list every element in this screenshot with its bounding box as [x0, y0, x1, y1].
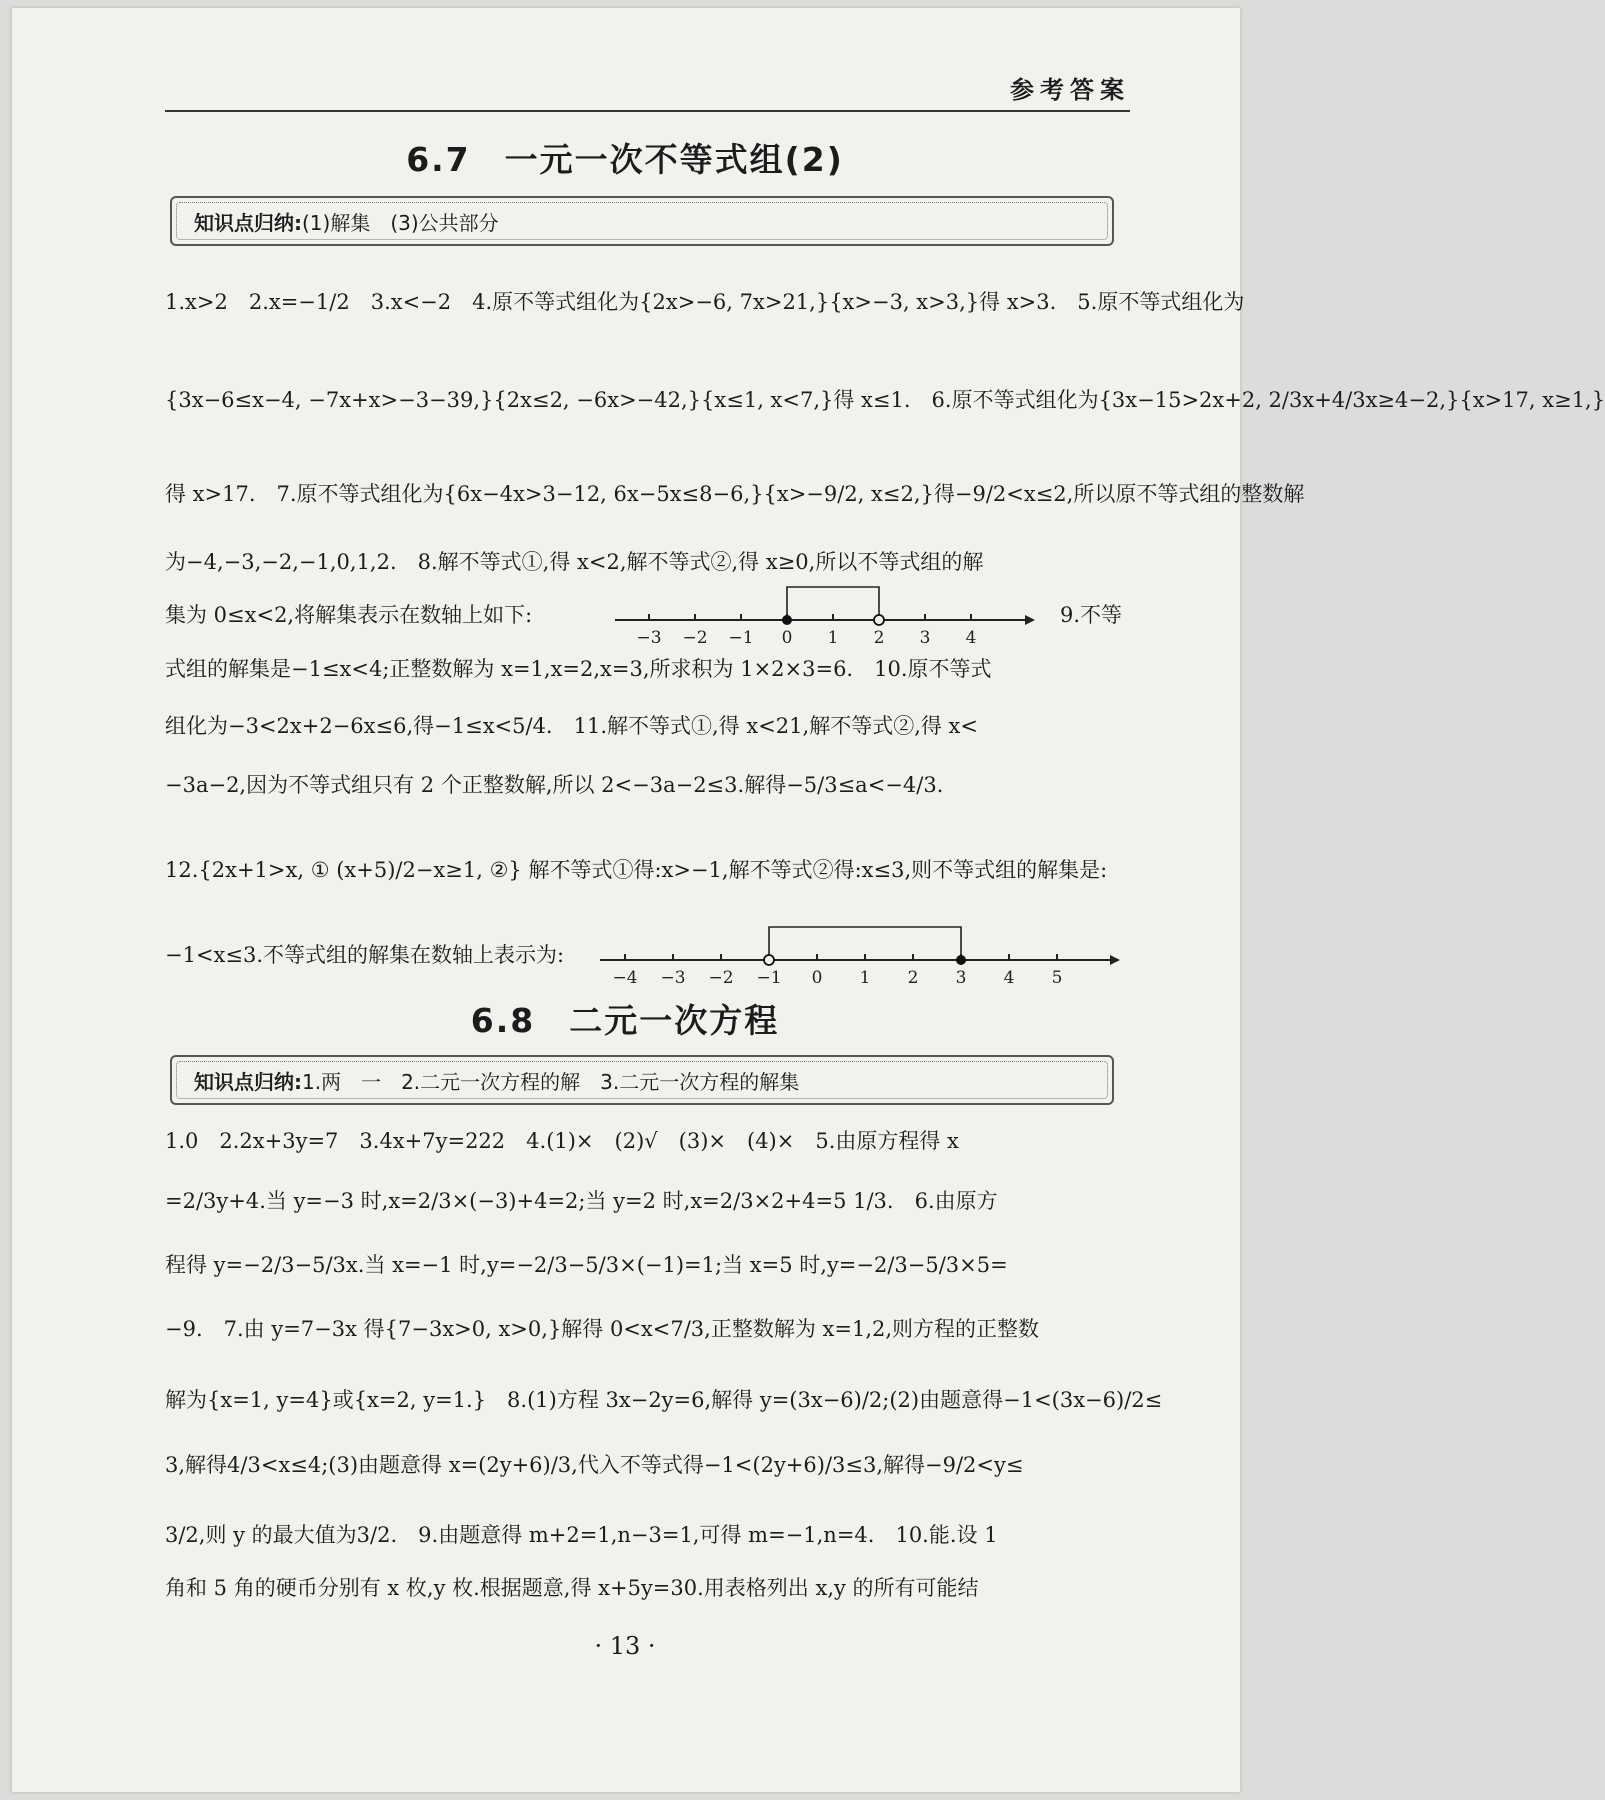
answer-line: 3,解得4/3<x≤4;(3)由题意得 x=(2y+6)/3,代入不等式得−1<(2y+6)/3≤3,解得−9/2<y≤	[165, 1453, 1024, 1477]
section-title-6-8	[0, 995, 1250, 1042]
tick-label: 2	[907, 968, 919, 988]
header-title: 参考答案	[1010, 76, 1130, 104]
tick-label: −1	[728, 628, 754, 648]
answer-line: 解为{x=1, y=4}或{x=2, y=1.} 8.(1)方程 3x−2y=6,解得 y=(3x−6)/2;(2)由题意得−1<(3x−6)/2≤	[165, 1388, 1163, 1412]
answer-line: 1.0 2.2x+3y=7 3.4x+7y=222 4.(1)× (2)√ (3)× (4)× 5.由原方程得 x	[165, 1129, 959, 1153]
answer-line: 程得 y=−2/3−5/3x.当 x=−1 时,y=−2/3−5/3×(−1)=1;当 x=5 时,y=−2/3−5/3×5=	[165, 1253, 1008, 1277]
section-number: 6.7	[406, 140, 471, 179]
tick-label: −3	[636, 628, 662, 648]
number-line-1	[615, 575, 1035, 648]
knowledge-box	[170, 1055, 1114, 1105]
number-line-2	[600, 915, 1120, 988]
tick-label: 1	[859, 968, 871, 988]
answer-line: 3/2,则 y 的最大值为3/2. 9.由题意得 m+2=1,n−3=1,可得 m=−1,n=4. 10.能.设 1	[165, 1523, 998, 1547]
section-title-6-7	[0, 134, 1250, 181]
tick-label: −4	[612, 968, 638, 988]
section-name: 一元一次不等式组(2)	[504, 140, 844, 179]
answer-line: 集为 0≤x<2,将解集表示在数轴上如下:	[165, 603, 533, 627]
tick-label: 3	[955, 968, 967, 988]
answer-line: 12.{2x+1>x, ① (x+5)/2−x≥1, ②} 解不等式①得:x>−1,解不等式②得:x≤3,则不等式组的解集是:	[165, 858, 1108, 882]
knowledge-label: 知识点归纳:	[194, 211, 302, 235]
answer-line: 组化为−3<2x+2−6x≤6,得−1≤x<5/4. 11.解不等式①,得 x<21,解不等式②,得 x<	[165, 714, 978, 738]
answer-line: 式组的解集是−1≤x<4;正整数解为 x=1,x=2,x=3,所求积为 1×2×3=6. 10.原不等式	[165, 657, 992, 681]
answer-line: 1.x>2 2.x=−1/2 3.x<−2 4.原不等式组化为{2x>−6, 7x>21,}{x>−3, x>3,}得 x>3. 5.原不等式组化为	[165, 290, 1245, 314]
axis-arrow	[1110, 955, 1120, 965]
page-header	[165, 62, 1130, 112]
tick-label: 2	[873, 628, 885, 648]
knowledge-box	[170, 196, 1114, 246]
answer-line: 为−4,−3,−2,−1,0,1,2. 8.解不等式①,得 x<2,解不等式②,得 x≥0,所以不等式组的解	[165, 550, 984, 574]
answer-line: 9.不等	[1060, 603, 1123, 627]
tick-label: 0	[781, 628, 793, 648]
answer-line: {3x−6≤x−4, −7x+x>−3−39,}{2x≤2, −6x>−42,}{x≤1, x<7,}得 x≤1. 6.原不等式组化为{3x−15>2x+2, 2/3x+4/3x≥4−2,}{x>17, x≥1,}	[165, 388, 1605, 412]
tick-label: 1	[827, 628, 839, 648]
tick-label: −2	[682, 628, 708, 648]
page-number: · 13 ·	[594, 1632, 656, 1660]
open-endpoint	[764, 955, 774, 965]
open-endpoint	[874, 615, 884, 625]
tick-label: 3	[919, 628, 931, 648]
tick-label: 0	[811, 968, 823, 988]
tick-label: 5	[1051, 968, 1063, 988]
knowledge-text: 1.两 一 2.二元一次方程的解 3.二元一次方程的解集	[302, 1070, 800, 1094]
section-name: 二元一次方程	[569, 1001, 780, 1040]
knowledge-text: (1)解集 (3)公共部分	[302, 211, 499, 235]
closed-endpoint	[956, 955, 966, 965]
knowledge-label: 知识点归纳:	[194, 1070, 302, 1094]
answer-line: 角和 5 角的硬币分别有 x 枚,y 枚.根据题意,得 x+5y=30.用表格列出 x,y 的所有可能结	[165, 1576, 979, 1600]
tick-label: −3	[660, 968, 686, 988]
closed-endpoint	[782, 615, 792, 625]
answer-line: 得 x>17. 7.原不等式组化为{6x−4x>3−12, 6x−5x≤8−6,}{x>−9/2, x≤2,}得−9/2<x≤2,所以原不等式组的整数解	[165, 482, 1305, 506]
answer-line: =2/3y+4.当 y=−3 时,x=2/3×(−3)+4=2;当 y=2 时,x=2/3×2+4=5 1/3. 6.由原方	[165, 1189, 998, 1213]
axis-arrow	[1025, 615, 1035, 625]
answer-line: −3a−2,因为不等式组只有 2 个正整数解,所以 2<−3a−2≤3.解得−5/3≤a<−4/3.	[165, 773, 944, 797]
answer-line: −9. 7.由 y=7−3x 得{7−3x>0, x>0,}解得 0<x<7/3,正整数解为 x=1,2,则方程的正整数	[165, 1317, 1040, 1341]
answer-line: −1<x≤3.不等式组的解集在数轴上表示为:	[165, 943, 565, 967]
tick-label: 4	[965, 628, 977, 648]
tick-label: −1	[756, 968, 782, 988]
section-number: 6.8	[470, 1001, 536, 1040]
tick-label: 4	[1003, 968, 1015, 988]
tick-label: −2	[708, 968, 734, 988]
